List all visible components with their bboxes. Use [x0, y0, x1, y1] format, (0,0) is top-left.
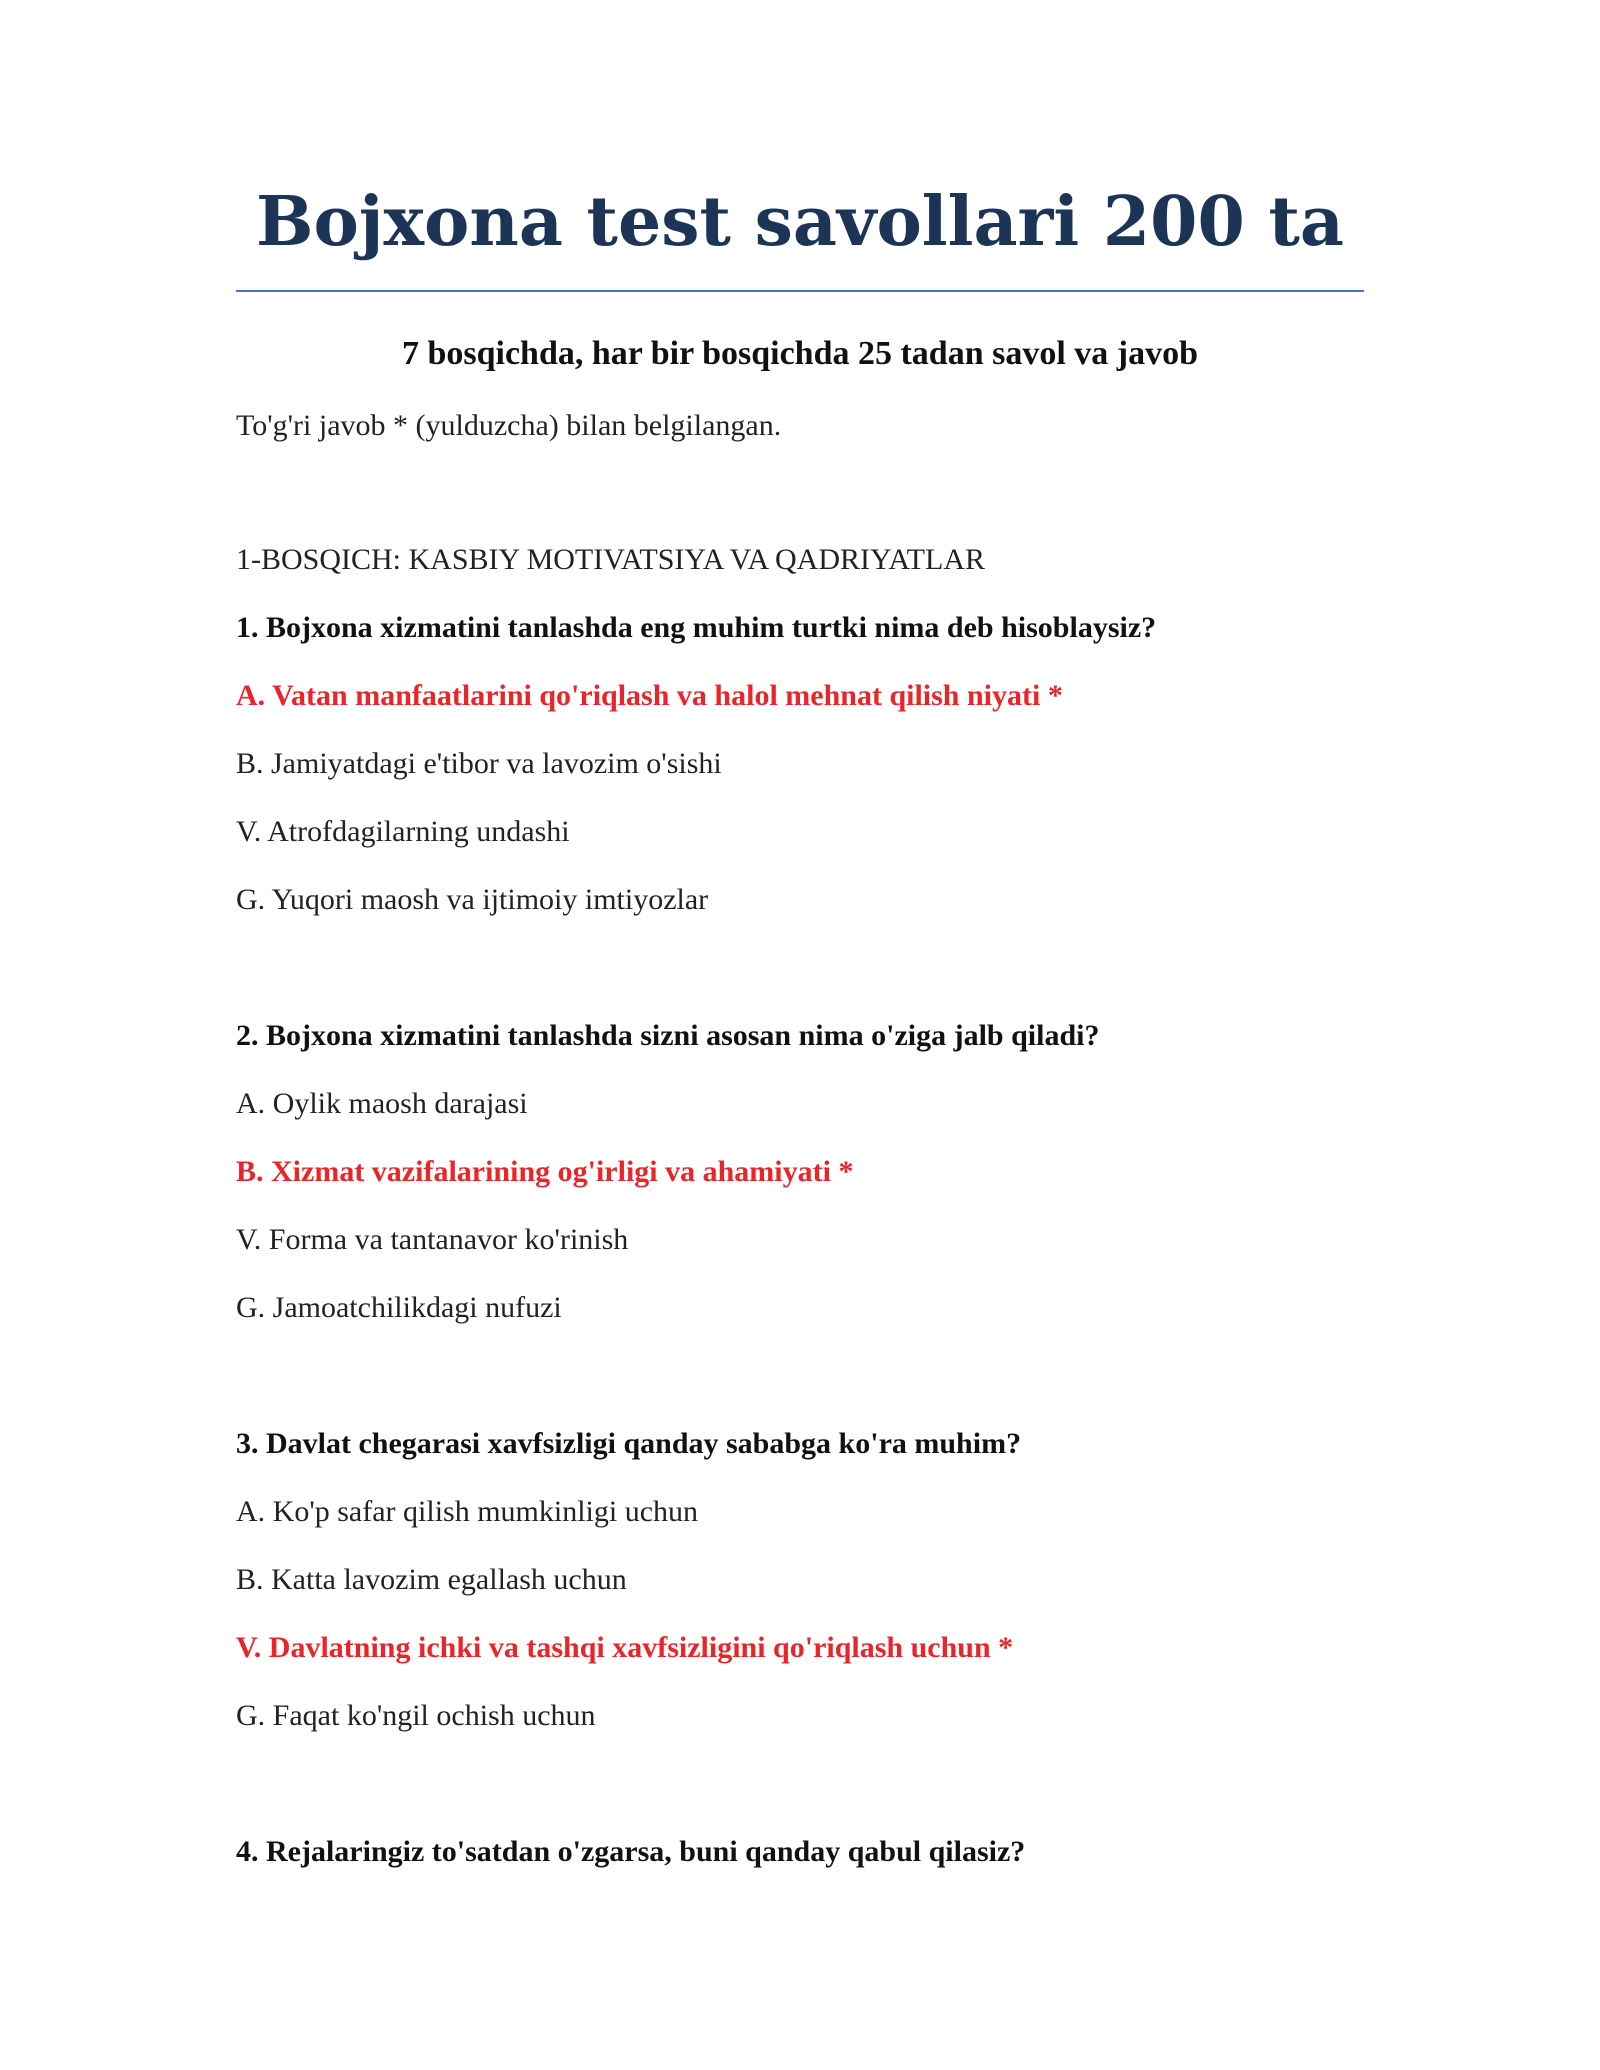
answer-option: A. Ko'p safar qilish mumkinligi uchun — [236, 1495, 699, 1528]
answer-option: V. Atrofdagilarning undashi — [236, 815, 570, 848]
question-text: 4. Rejalaringiz to'satdan o'zgarsa, buni qanday qabul qilasiz? — [236, 1835, 1026, 1868]
spacer — [236, 1766, 1364, 1834]
answer-option: G. Jamoatchilikdagi nufuzi — [236, 1291, 562, 1324]
page-subtitle: 7 bosqichda, har bir bosqichda 25 tadan savol va javob — [401, 335, 1199, 372]
answer-key-note: To'g'ri javob * (yulduzcha) bilan belgilangan. — [236, 409, 782, 442]
question-block — [236, 1018, 1364, 1358]
answer-option-correct: V. Davlatning ichki va tashqi xavfsizligini qo'riqlash uchun * — [236, 1631, 1014, 1664]
question-text: 3. Davlat chegarasi xavfsizligi qanday sababga ko'ra muhim? — [236, 1427, 1022, 1460]
title-underline — [236, 290, 1364, 292]
answer-option: G. Yuqori maosh va ijtimoiy imtiyozlar — [236, 883, 709, 916]
answer-option: G. Faqat ko'ngil ochish uchun — [236, 1699, 596, 1732]
page-title: Bojxona test savollari 200 ta — [256, 182, 1344, 262]
question-text: 1. Bojxona xizmatini tanlashda eng muhim turtki nima deb hisoblaysiz? — [236, 611, 1157, 644]
answer-option: B. Jamiyatdagi e'tibor va lavozim o'sishi — [236, 747, 722, 780]
answer-option: A. Oylik maosh darajasi — [236, 1087, 528, 1120]
question-block — [236, 610, 1364, 950]
questions-section — [236, 542, 1364, 1902]
question-block — [236, 1426, 1364, 1766]
answer-option: B. Katta lavozim egallash uchun — [236, 1563, 627, 1596]
question-block — [236, 1834, 1364, 1902]
stage-heading: 1-BOSQICH: KASBIY MOTIVATSIYA VA QADRIYATLAR — [236, 543, 985, 576]
answer-option: V. Forma va tantanavor ko'rinish — [236, 1223, 629, 1256]
spacer — [236, 1358, 1364, 1426]
answer-option-correct: B. Xizmat vazifalarining og'irligi va ahamiyati * — [236, 1155, 854, 1188]
spacer — [236, 950, 1364, 1018]
answer-option-correct: A. Vatan manfaatlarini qo'riqlash va halol mehnat qilish niyati * — [236, 679, 1063, 712]
question-text: 2. Bojxona xizmatini tanlashda sizni asosan nima o'ziga jalb qiladi? — [236, 1019, 1100, 1052]
